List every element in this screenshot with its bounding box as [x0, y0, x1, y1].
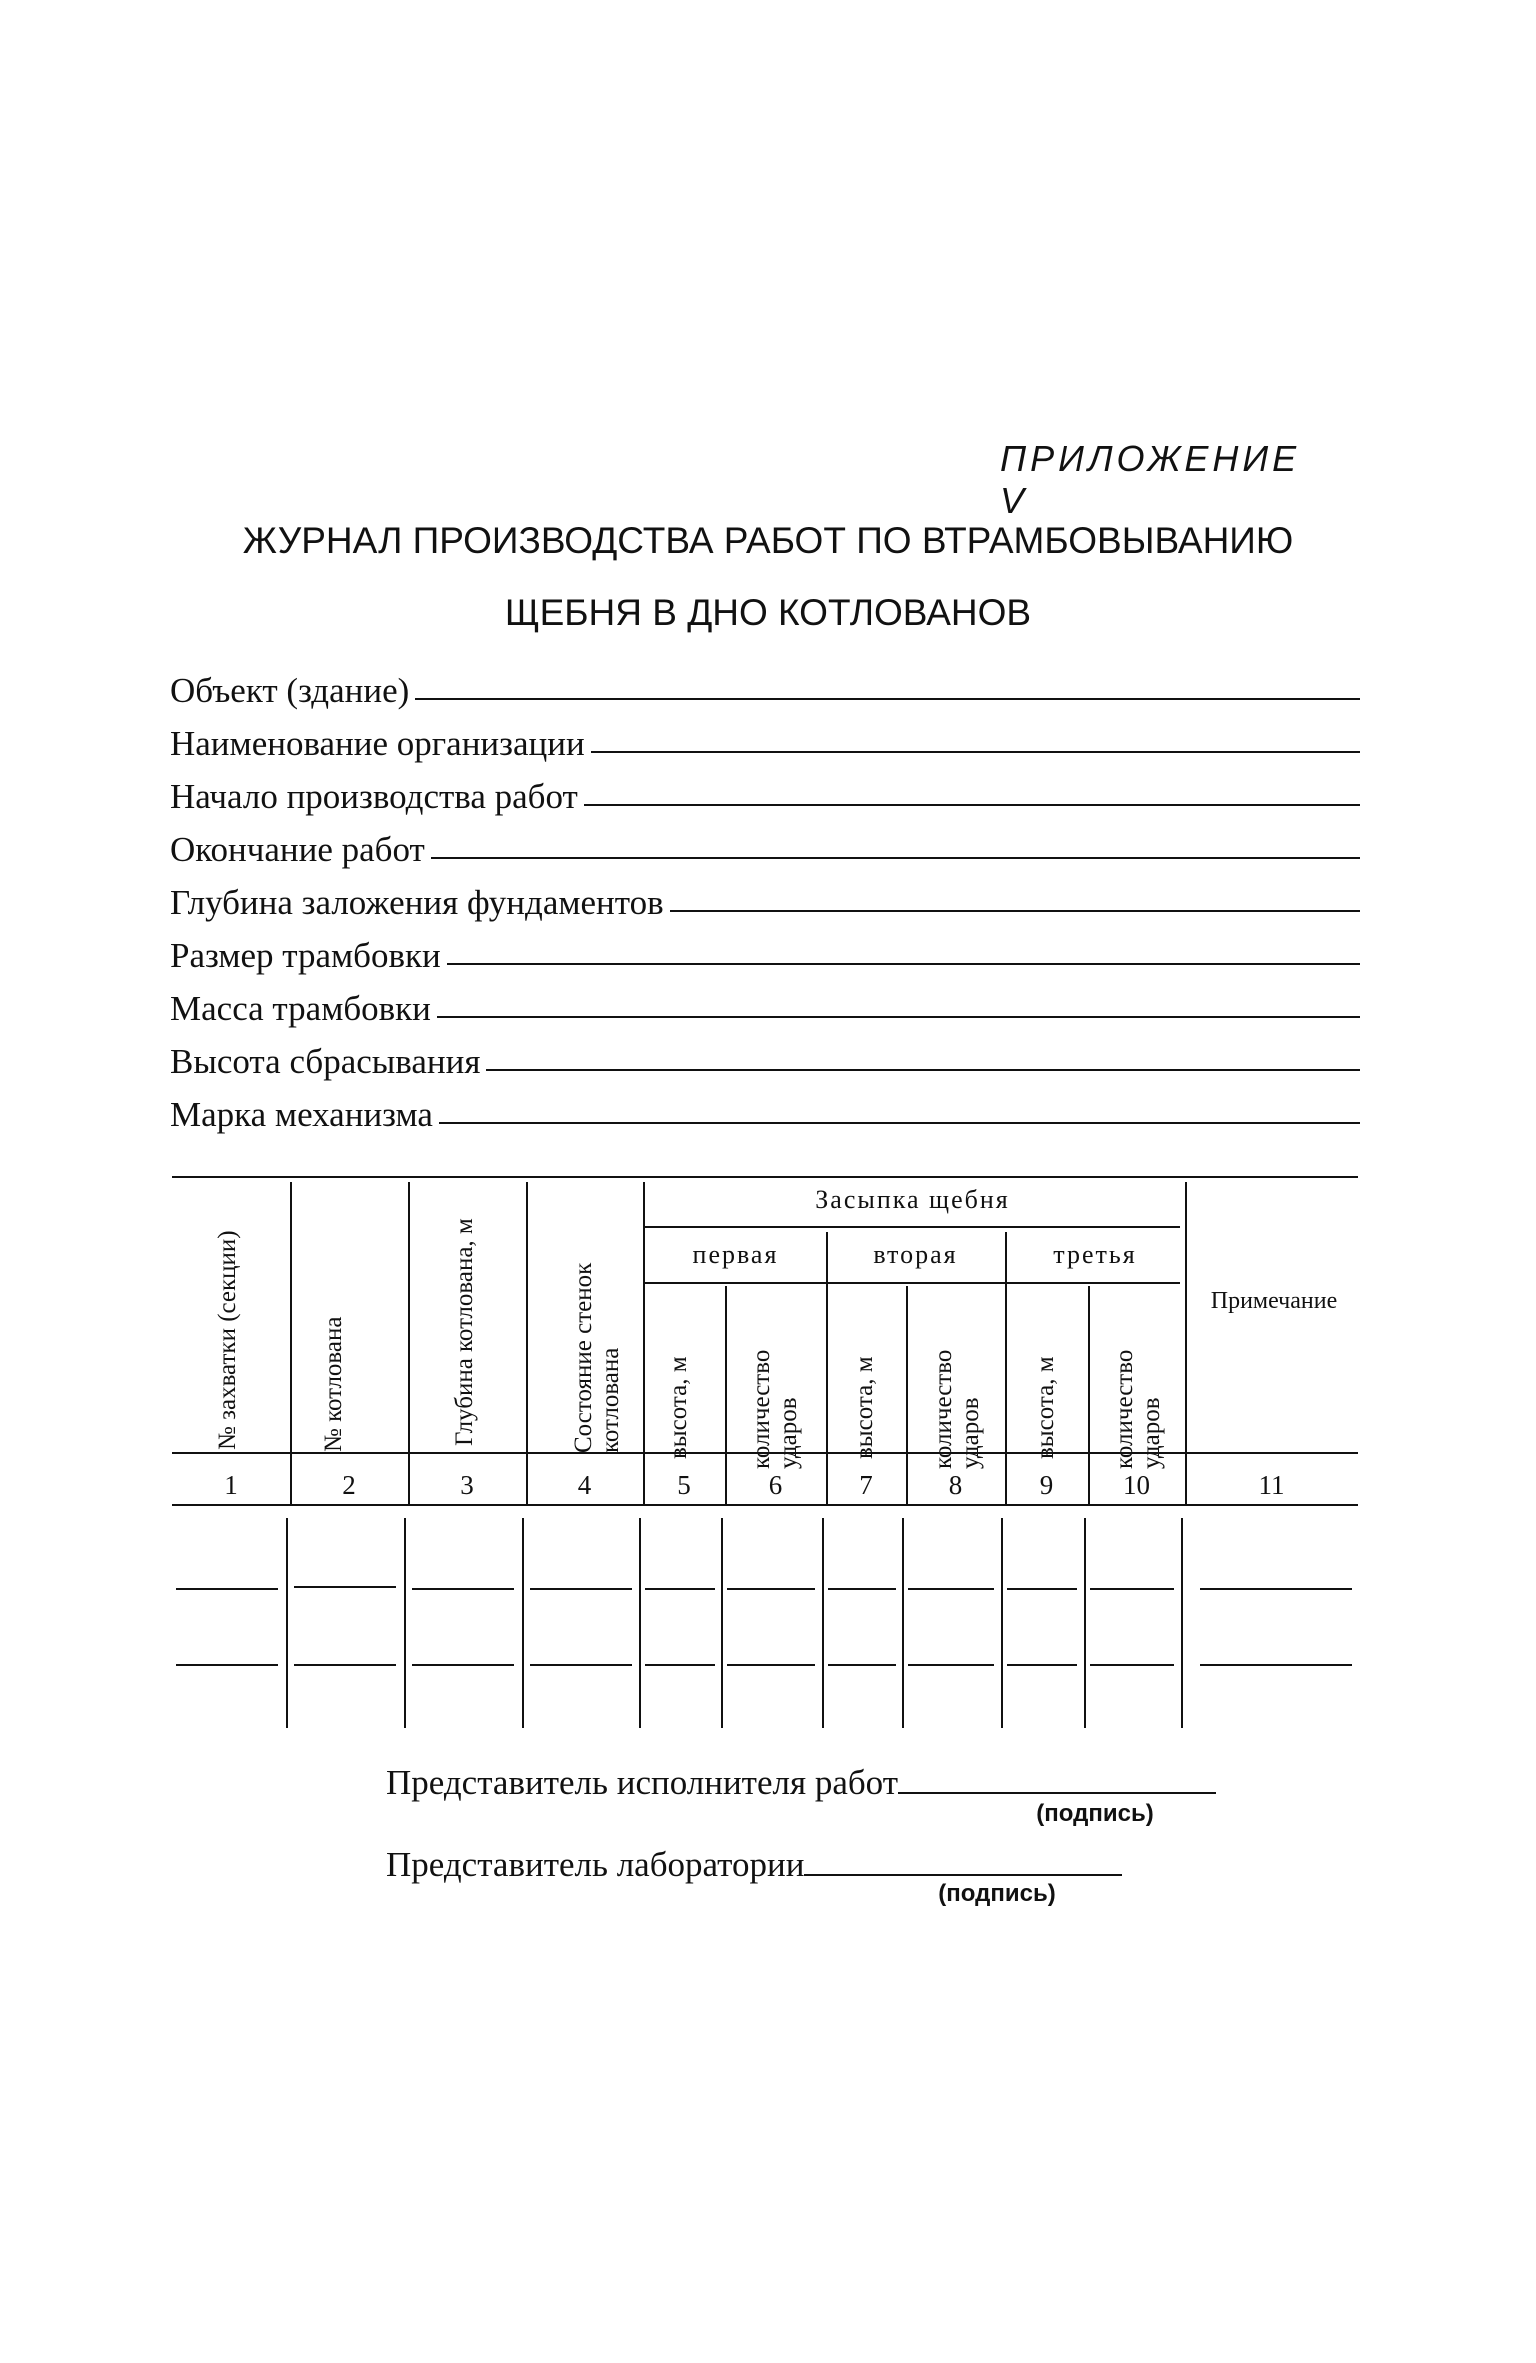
column-number-6: 6 [768, 1470, 783, 1500]
header-section-number: № захватки (секции) [214, 1230, 242, 1450]
numbers-bottom-rule [172, 1504, 1358, 1506]
header-height-1: высота, м [665, 1356, 693, 1459]
signature-contractor-label: Представитель исполнителя работ [386, 1763, 898, 1802]
body-sep-6 [822, 1518, 824, 1728]
field-tamper-size-line[interactable] [447, 963, 1360, 965]
header-third: третья [1053, 1240, 1137, 1269]
column-number-8: 8 [948, 1470, 963, 1500]
body-sep-8 [1001, 1518, 1003, 1728]
column-number-2: 2 [342, 1470, 356, 1500]
col-sep-group-1 [826, 1232, 828, 1504]
column-number-1: 1 [224, 1470, 238, 1500]
column-number-9: 9 [1039, 1470, 1054, 1500]
body-sep-5 [721, 1518, 723, 1728]
header-blows-1: количество ударов [747, 1349, 802, 1469]
field-end-date-line[interactable] [431, 857, 1360, 859]
column-number-3: 3 [460, 1470, 474, 1500]
header-blows-2: количество ударов [929, 1349, 984, 1469]
header-pit-number: № котлована [320, 1316, 348, 1452]
body-sep-10 [1181, 1518, 1183, 1728]
body-sep-9 [1084, 1518, 1086, 1728]
appendix-label: ПРИЛОЖЕНИЕ V [1000, 438, 1301, 521]
field-object-label: Объект (здание) [170, 671, 410, 710]
field-tamper-mass-line[interactable] [437, 1016, 1360, 1018]
page-title-line1: ЖУРНАЛ ПРОИЗВОДСТВА РАБОТ ПО ВТРАМБОВЫВАНИЮ [242, 520, 1294, 561]
group-header-rule [645, 1226, 1180, 1228]
header-blows-3: количество ударов [1110, 1349, 1165, 1469]
field-organization-line[interactable] [591, 751, 1360, 753]
field-machine-model-label: Марка механизма [170, 1095, 433, 1134]
col-sep-1 [290, 1182, 292, 1504]
field-machine-model [170, 1086, 1360, 1132]
col-sep-4 [643, 1182, 645, 1504]
field-start-date-label: Начало производства работ [170, 777, 578, 816]
column-number-4: 4 [577, 1470, 592, 1500]
header-note: Примечание [1210, 1288, 1338, 1314]
field-tamper-mass-label: Масса трамбовки [170, 989, 431, 1028]
field-organization-label: Наименование организации [170, 724, 585, 763]
table-top-rule [172, 1176, 1358, 1178]
field-end-date-label: Окончание работ [170, 830, 425, 869]
column-number-11: 11 [1258, 1470, 1285, 1500]
body-sep-3 [522, 1518, 524, 1728]
col-sep-note [1185, 1182, 1187, 1504]
signature-laboratory-label: Представитель лаборатории [386, 1845, 805, 1884]
field-drop-height [170, 1033, 1360, 1079]
field-foundation-depth [170, 874, 1360, 920]
field-foundation-depth-line[interactable] [670, 910, 1360, 912]
body-sep-7 [902, 1518, 904, 1728]
signature-contractor [386, 1756, 1216, 1800]
column-number-10: 10 [1123, 1470, 1150, 1500]
field-start-date-line[interactable] [584, 804, 1360, 806]
field-foundation-depth-label: Глубина заложения фундаментов [170, 883, 664, 922]
column-number-7: 7 [859, 1470, 873, 1500]
column-number-5: 5 [677, 1470, 691, 1500]
field-tamper-size [170, 927, 1360, 973]
field-organization [170, 715, 1360, 761]
field-start-date [170, 768, 1360, 814]
col-sep-3 [526, 1182, 528, 1504]
subgroup-header-rule [645, 1282, 1180, 1284]
signature-contractor-caption: (подпись) [1036, 1800, 1154, 1827]
header-pit-wall-state: Состояние стенок котлована [569, 1262, 624, 1453]
signature-contractor-line[interactable] [898, 1792, 1216, 1794]
field-end-date [170, 821, 1360, 867]
header-second: вторая [873, 1240, 958, 1269]
field-object [170, 662, 1360, 708]
signature-laboratory [386, 1838, 1122, 1882]
header-first: первая [692, 1240, 779, 1269]
field-machine-model-line[interactable] [439, 1122, 1360, 1124]
col-sep-group-2 [1005, 1232, 1007, 1504]
header-gravel-fill: Засыпка щебня [815, 1185, 1010, 1214]
signature-laboratory-caption: (подпись) [938, 1880, 1056, 1907]
header-height-3: высота, м [1032, 1356, 1060, 1459]
field-drop-height-label: Высота сбрасывания [170, 1042, 481, 1081]
page-title-line2: ЩЕБНЯ В ДНО КОТЛОВАНОВ [504, 592, 1032, 633]
field-drop-height-line[interactable] [486, 1069, 1360, 1071]
field-tamper-mass [170, 980, 1360, 1026]
body-sep-4 [639, 1518, 641, 1728]
header-pit-depth: Глубина котлована, м [451, 1218, 479, 1446]
signature-laboratory-line[interactable] [804, 1874, 1122, 1876]
header-height-2: высота, м [851, 1356, 879, 1459]
col-sep-2 [408, 1182, 410, 1504]
body-sep-2 [404, 1518, 406, 1728]
field-object-line[interactable] [415, 698, 1360, 700]
body-sep-1 [286, 1518, 288, 1728]
field-tamper-size-label: Размер трамбовки [170, 936, 441, 975]
